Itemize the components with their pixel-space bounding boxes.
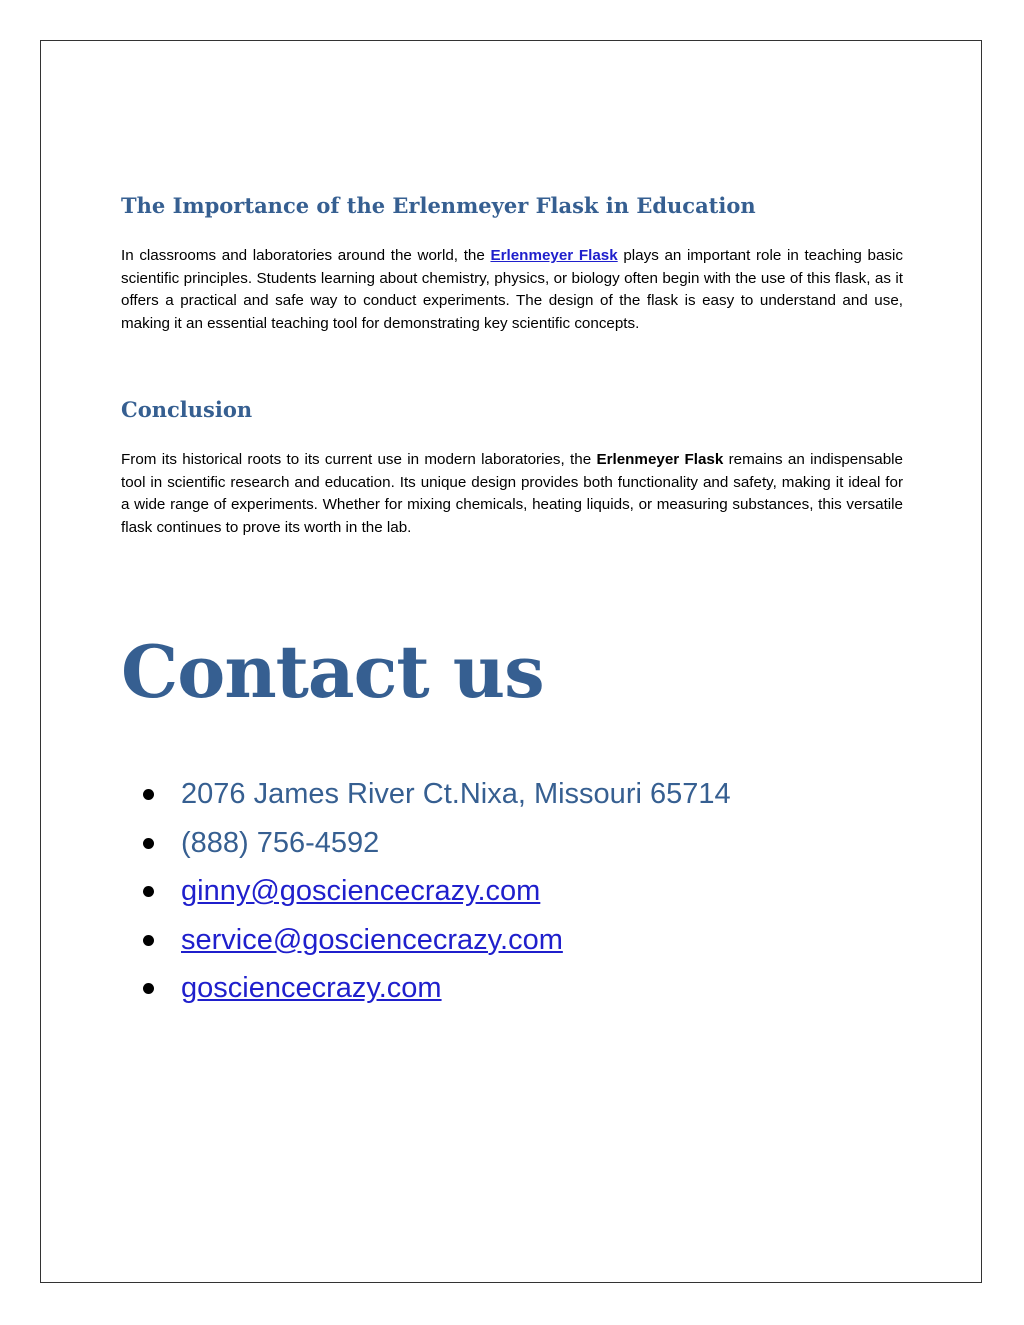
email-link-service[interactable]: service@gosciencecrazy.com: [181, 923, 563, 956]
paragraph-text: From its historical roots to its current use in modern laboratories, the: [121, 451, 597, 468]
section-heading-education: The Importance of the Erlenmeyer Flask in Education: [121, 193, 756, 218]
email-link-ginny[interactable]: ginny@gosciencecrazy.com: [181, 875, 541, 907]
contact-item-address: [121, 770, 731, 819]
phone-text: (888) 756-4592: [181, 826, 380, 859]
paragraph-conclusion: [121, 449, 903, 539]
paragraph-education: [121, 245, 903, 335]
contact-list: [121, 770, 731, 1013]
contact-item-phone: [121, 819, 731, 868]
contact-item-website: [121, 964, 731, 1013]
address-text: 2076 James River Ct.Nixa, Missouri 65714: [181, 778, 731, 810]
bullet-icon: [143, 983, 154, 994]
contact-item-email-ginny: [121, 867, 731, 916]
paragraph-text: remains an indispensable tool in scientific research and education. Its unique design provides both functionality and safety, making it ideal for a wide range of experiments. Whether for mixing chemicals, heating liquids, or measuring substances, this versatile flask continues to prove its worth in the lab.: [121, 451, 904, 536]
contact-title: Contact us: [121, 629, 544, 714]
contact-item-email-service: [121, 916, 731, 965]
bullet-icon: [143, 886, 154, 897]
bullet-icon: [143, 838, 154, 849]
website-link[interactable]: gosciencecrazy.com: [181, 972, 442, 1004]
paragraph-text: plays an important role in teaching basic scientific principles. Students learning about chemistry, physics, or biology often begin with the use of this flask, as it offers a practical and safe way to conduct experiments. The design of the flask is easy to understand and use, making it an essential teaching tool for demonstrating key scientific concepts.: [121, 247, 903, 332]
section-heading-conclusion: Conclusion: [121, 397, 253, 422]
bullet-icon: [143, 935, 154, 946]
bullet-icon: [143, 789, 154, 800]
bold-term: Erlenmeyer Flask: [596, 451, 724, 468]
erlenmeyer-flask-link[interactable]: Erlenmeyer Flask: [490, 247, 618, 264]
paragraph-text: In classrooms and laboratories around the world, the: [121, 247, 491, 264]
